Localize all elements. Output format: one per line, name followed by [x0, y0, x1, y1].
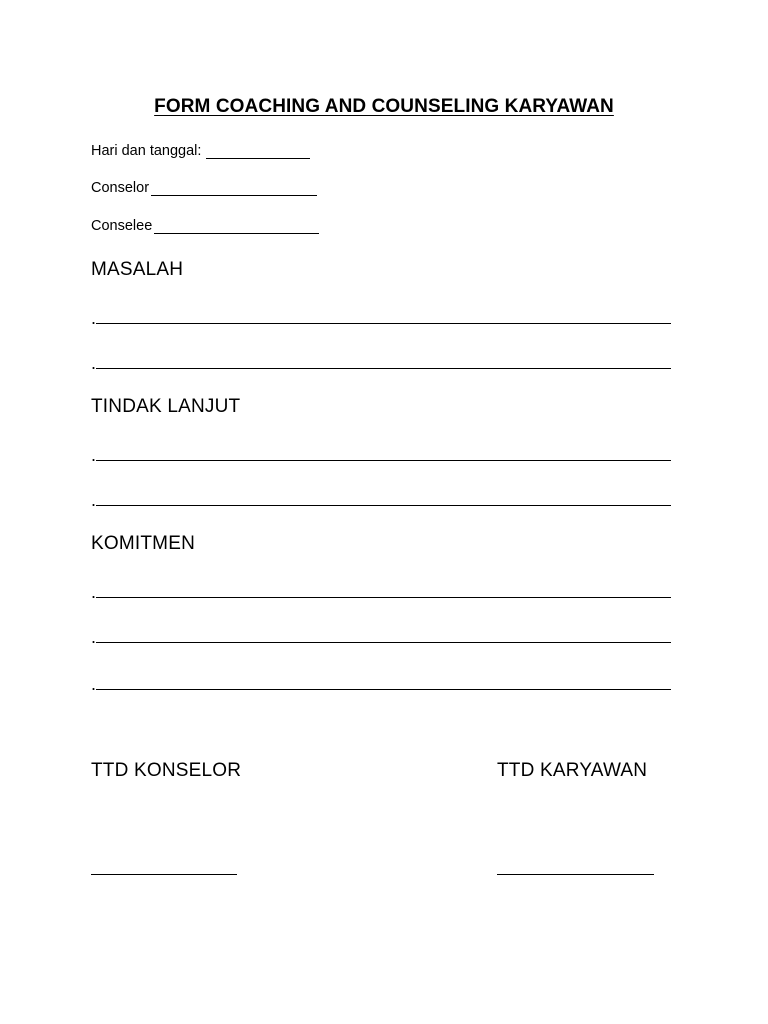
- entry-underline: [96, 459, 671, 461]
- employee-signature-line[interactable]: [497, 873, 654, 875]
- counselee-field-label: Conselee: [91, 218, 153, 234]
- entry-marker: .: [91, 582, 97, 602]
- problem-entry-line-2[interactable]: [91, 352, 671, 372]
- entry-underline: [96, 504, 671, 506]
- entry-underline: [96, 688, 671, 690]
- follow-up-entry-line-1[interactable]: [91, 444, 671, 464]
- commitment-entry-line-2[interactable]: [91, 626, 671, 646]
- entry-marker: .: [91, 308, 97, 328]
- counselee-field-input-line[interactable]: [154, 221, 319, 234]
- form-title: FORM COACHING AND COUNSELING KARYAWAN: [154, 96, 614, 117]
- commitment-entry-line-3[interactable]: [91, 673, 671, 693]
- follow-up-entry-line-2[interactable]: [91, 489, 671, 509]
- counselor-field-label: Conselor: [91, 180, 150, 196]
- entry-underline: [96, 596, 671, 598]
- entry-underline: [96, 367, 671, 369]
- date-field-label: Hari dan tanggal:: [91, 143, 202, 159]
- commitment-section-heading: KOMITMEN: [91, 533, 195, 554]
- counselor-signature-line[interactable]: [91, 873, 237, 875]
- entry-underline: [96, 322, 671, 324]
- entry-marker: .: [91, 490, 97, 510]
- problem-section-heading: MASALAH: [91, 259, 184, 280]
- employee-signature-label: TTD KARYAWAN: [497, 760, 648, 781]
- entry-underline: [96, 641, 671, 643]
- problem-entry-line-1[interactable]: [91, 307, 671, 327]
- counselor-field-row: [91, 180, 317, 196]
- follow-up-section-heading: TINDAK LANJUT: [91, 396, 241, 417]
- counselee-field-row: [91, 218, 319, 234]
- counselor-signature-label: TTD KONSELOR: [91, 760, 242, 781]
- date-field-input-line[interactable]: [206, 146, 310, 159]
- commitment-entry-line-1[interactable]: [91, 581, 671, 601]
- counselor-field-input-line[interactable]: [151, 183, 317, 196]
- entry-marker: .: [91, 445, 97, 465]
- entry-marker: .: [91, 353, 97, 373]
- date-field-row: [91, 143, 310, 159]
- entry-marker: .: [91, 627, 97, 647]
- entry-marker: .: [91, 674, 97, 694]
